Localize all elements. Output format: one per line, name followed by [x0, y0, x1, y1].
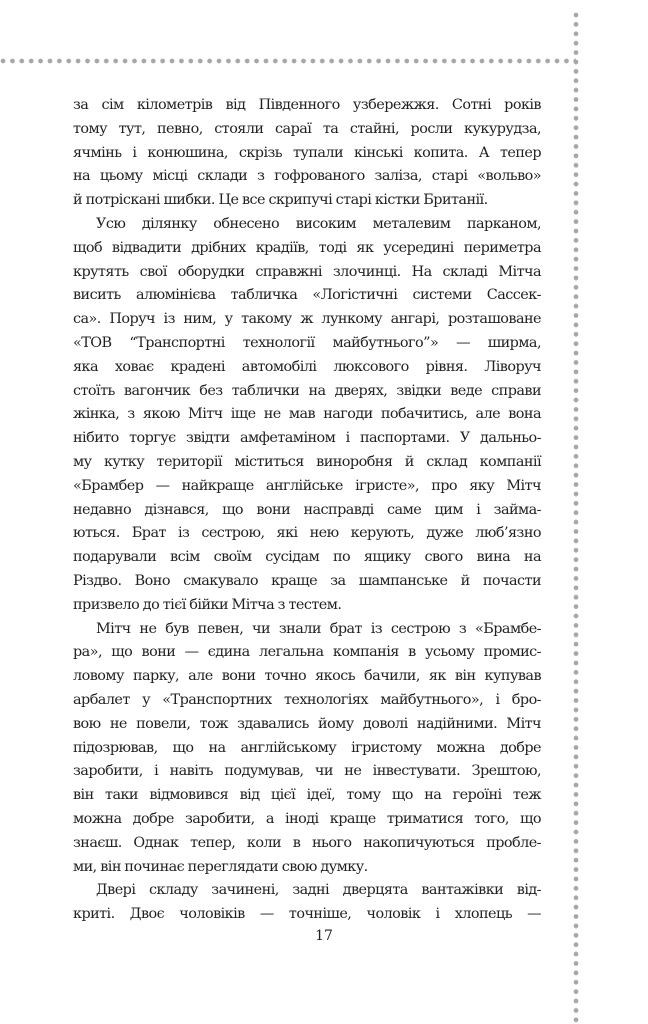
text-line: крутять свої оборудки справжні злочинці. На складі Мітча	[73, 263, 541, 280]
text-line: «Брамбер — найкраще англійське ігристе», про яку Мітч	[73, 477, 541, 494]
text-line: висить алюмінієва табличка «Логістичні системи Сассек-	[73, 287, 541, 304]
text-line: підозрював, що на англійському ігристому можна добре	[73, 739, 541, 756]
text-line: можна добре заробити, а іноді краще триматися того, що	[73, 810, 541, 827]
text-line: му кутку території міститься виноробня й склад компанії	[73, 453, 541, 470]
text-line: й потріскані шибки. Це все скрипучі старі кістки Британії.	[73, 192, 488, 209]
text-line: ра», що вони — єдина легальна компанія в усьому промис-	[73, 644, 541, 661]
text-line: ються. Брат із сестрою, які нею керують, дуже люб’язно	[73, 525, 541, 542]
text-line: він таки відмовився від цієї ідеї, тому що на героїні теж	[73, 787, 541, 804]
text-line: жінка, з якою Мітч іще не мав нагоди побачитись, але вона	[73, 406, 541, 423]
dotted-border-top	[0, 58, 576, 64]
paragraph	[73, 618, 541, 880]
page-number: 17	[315, 928, 333, 944]
text-line: заробити, і навіть подумував, чи не інвестувати. Зрештою,	[73, 763, 541, 780]
text-line: яка ховає крадені автомобілі люксового рівня. Ліворуч	[73, 358, 541, 375]
text-line: знаєш. Однак тепер, коли в нього накопичуються пробле-	[73, 834, 541, 851]
text-line: стоїть вагончик без таблички на дверях, звідки веде справи	[73, 382, 541, 399]
text-line: са». Поруч із ним, у такому ж лункому ангарі, розташоване	[73, 311, 541, 328]
text-line: Двері складу зачинені, задні дверцята вантажівки від-	[96, 882, 541, 899]
text-line: щоб відвадити дрібних крадіїв, тоді як усередині периметра	[73, 239, 541, 256]
text-line: нібито торгує звідти амфетаміном і паспортами. У дальньо-	[73, 430, 541, 447]
paragraph	[73, 879, 541, 927]
dotted-border-right	[573, 12, 579, 1024]
paragraph	[73, 213, 541, 618]
text-line: на цьому місці склади з гофрованого заліза, старі «вольво»	[73, 168, 541, 185]
text-line: недавно дізнався, що вони насправді саме цим і займа-	[73, 501, 541, 518]
text-line: арбалет у «Транспортних технологіях майбутнього», і бро-	[73, 691, 541, 708]
text-line: Різдво. Воно смакувало краще за шампанське й почасти	[73, 572, 541, 589]
text-line: «ТОВ “Транспортні технології майбутнього”» — ширма,	[73, 334, 541, 351]
text-line: за сім кілометрів від Південного узбережжя. Сотні років	[73, 97, 541, 113]
text-line: подарували всім своїм сусідам по ящику свого вина на	[73, 549, 541, 566]
text-line: Мітч не був певен, чи знали брат із сестрою з «Брамбе-	[96, 620, 541, 637]
text-line: ловому парку, але вони точно якось бачили, як він купував	[73, 668, 541, 685]
text-line: ми, він починає переглядати свою думку.	[73, 858, 368, 875]
text-line: призвело до тієї бійки Мітча з тестем.	[73, 596, 342, 613]
text-line: Усю ділянку обнесено високим металевим парканом,	[96, 215, 541, 232]
text-line: тому тут, певно, стояли сараї та стайні, росли кукурудза,	[73, 120, 541, 137]
text-line: ячмінь і конюшина, скрізь тупали кінські копита. А тепер	[73, 144, 541, 161]
page-body-text	[73, 94, 541, 927]
text-line: криті. Двоє чоловіків — точніше, чоловік і хлопець —	[73, 906, 541, 923]
text-line: вою не повели, тож здавались йому доволі надійними. Мітч	[73, 715, 541, 732]
paragraph	[73, 94, 541, 213]
